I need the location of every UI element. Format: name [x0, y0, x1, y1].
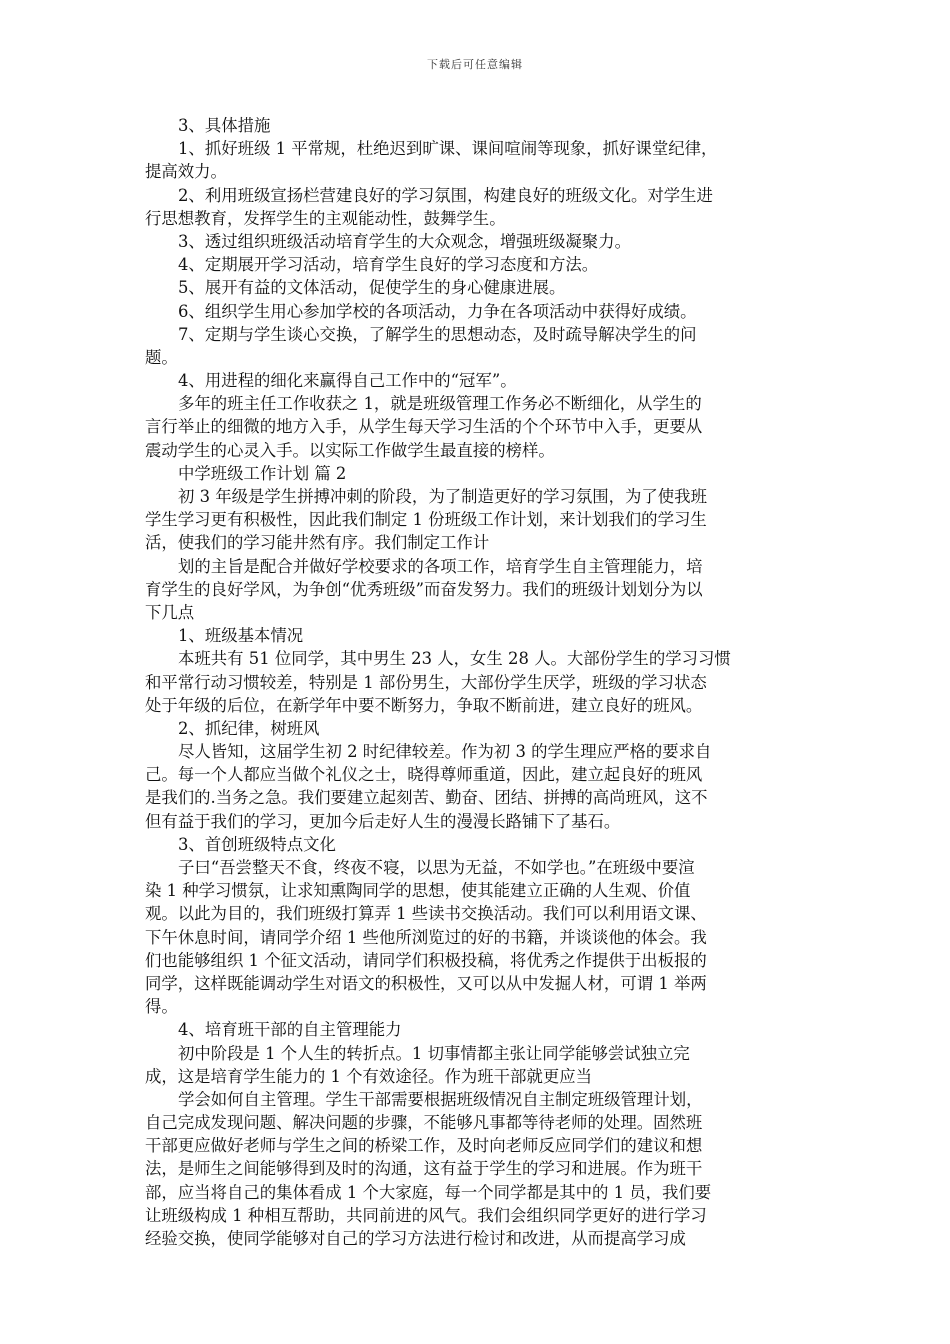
text-line: 4、培育班干部的自主管理能力 — [178, 1020, 402, 1040]
text-line: 同学，这样既能调动学生对语文的积极性，又可以从中发掘人材，可谓 1 举两 — [145, 973, 707, 993]
document-body — [145, 114, 801, 1250]
text-line: 题。 — [145, 347, 178, 367]
text-line: 划的主旨是配合并做好学校要求的各项工作，培育学生自主管理能力，培 — [178, 556, 703, 576]
text-line: 初 3 年级是学生拼搏冲刺的阶段，为了制造更好的学习氛围，为了使我班 — [178, 487, 707, 506]
text-line: 2、利用班级宣扬栏营建良好的学习氛围，构建良好的班级文化。对学生进 — [178, 185, 713, 205]
text-line: 学会如何自主管理。学生干部需要根据班级情况自主制定班级管理计划， — [178, 1089, 703, 1109]
text-line: 经验交换，使同学能够对自己的学习方法进行检讨和改进，从而提高学习成 — [145, 1229, 686, 1248]
text-line: 下午休息时间，请同学介绍 1 些他所浏览过的好的书籍，并谈谈他的体会。我 — [145, 927, 707, 947]
text-line: 下几点 — [145, 602, 195, 622]
text-line: 和平常行动习惯较差，特别是 1 部份男生，大部份学生厌学，班级的学习状态 — [145, 672, 707, 692]
text-line: 们也能够组织 1 个征文活动，请同学们积极投稿，将优秀之作提供于出板报的 — [145, 950, 707, 970]
text-line: 多年的班主任工作收获之 1，就是班级管理工作务必不断细化，从学生的 — [178, 394, 702, 414]
text-line: 己。每一个人都应当做个礼仪之士，晓得尊师重道，因此，建立起良好的班风 — [145, 765, 703, 785]
text-line: 6、组织学生用心参加学校的各项活动，力争在各项活动中获得好成绩。 — [178, 301, 697, 321]
text-line: 初中阶段是 1 个人生的转折点。1 切事情都主张让同学能够尝试独立完 — [178, 1043, 690, 1063]
text-line: 成，这是培育学生能力的 1 个有效途径。作为班干部就更应当 — [145, 1066, 593, 1086]
text-line: 言行举止的细微的地方入手，从学生每天学习生活的个个环节中入手，更要从 — [145, 417, 703, 437]
text-line: 染 1 种学习惯氛，让求知熏陶同学的思想，使其能建立正确的人生观、价值 — [145, 881, 691, 901]
text-line: 3、透过组织班级活动培育学生的大众观念，增强班级凝聚力。 — [178, 231, 631, 251]
text-line: 3、首创班级特点文化 — [178, 834, 336, 854]
text-line: 2、抓纪律，树班风 — [178, 718, 320, 738]
text-line: 3、具体措施 — [178, 116, 271, 135]
text-line: 得。 — [145, 997, 178, 1017]
text-line: 观。以此为目的，我们班级打算弄 1 些读书交换活动。我们可以利用语文课、 — [145, 904, 707, 924]
text-line: 活，使我们的学习能井然有序。我们制定工作计 — [145, 533, 490, 553]
text-line: 让班级构成 1 种相互帮助，共同前进的风气。我们会组织同学更好的进行学习 — [145, 1205, 707, 1225]
text-line: 干部更应做好老师与学生之间的桥梁工作，及时向老师反应同学们的建议和想 — [145, 1136, 703, 1156]
text-line: 法，是师生之间能够得到及时的沟通，这有益于学生的学习和进展。作为班干 — [145, 1159, 703, 1179]
text-line: 4、用进程的细化来赢得自己工作中的“冠军”。 — [178, 371, 517, 391]
text-line: 尽人皆知，这届学生初 2 时纪律较差。作为初 3 的学生理应严格的要求自 — [178, 742, 712, 762]
text-line: 学生学习更有积极性，因此我们制定 1 份班级工作计划，来计划我们的学习生 — [145, 510, 707, 530]
text-line: 育学生的良好学风，为争创“优秀班级”而奋发努力。我们的班级计划划分为以 — [145, 579, 703, 599]
text-line: 自己完成发现问题、解决问题的步骤，不能够凡事都等待老师的处理。固然班 — [145, 1113, 703, 1133]
text-line: 部，应当将自己的集体看成 1 个大家庭，每一个同学都是其中的 1 员，我们要 — [145, 1182, 712, 1202]
text-line: 震动学生的心灵入手。以实际工作做学生最直接的榜样。 — [145, 440, 555, 460]
text-line: 4、定期展开学习活动，培育学生良好的学习态度和方法。 — [178, 255, 599, 275]
text-line: 处于年级的后位，在新学年中要不断努力，争取不断前进，建立良好的班风。 — [145, 695, 703, 715]
text-line: 5、展开有益的文体活动，促使学生的身心健康进展。 — [178, 278, 566, 298]
text-line: 1、抓好班级 1 平常规，杜绝迟到旷课、课间喧闹等现象，抓好课堂纪律， — [178, 139, 718, 159]
text-line: 1、班级基本情况 — [178, 626, 304, 646]
text-line: 但有益于我们的学习，更加今后走好人生的漫漫长路铺下了基石。 — [145, 811, 621, 831]
text-line: 行思想教育，发挥学生的主观能动性，鼓舞学生。 — [145, 208, 506, 228]
page-header: 下载后可任意编辑 — [427, 58, 523, 71]
text-line: 本班共有 51 位同学，其中男生 23 人，女生 28 人。大部份学生的学习习惯 — [178, 649, 731, 669]
text-line: 7、定期与学生谈心交换，了解学生的思想动态，及时疏导解决学生的问 — [178, 324, 697, 344]
text-line: 提高效力。 — [145, 162, 227, 182]
text-line: 是我们的.当务之急。我们要建立起刻苦、勤奋、团结、拼搏的高尚班风，这不 — [145, 788, 708, 808]
text-line: 中学班级工作计划 篇 2 — [178, 463, 347, 483]
text-line: 子曰“吾尝整天不食，终夜不寝，以思为无益，不如学也。”在班级中要渲 — [178, 858, 695, 877]
